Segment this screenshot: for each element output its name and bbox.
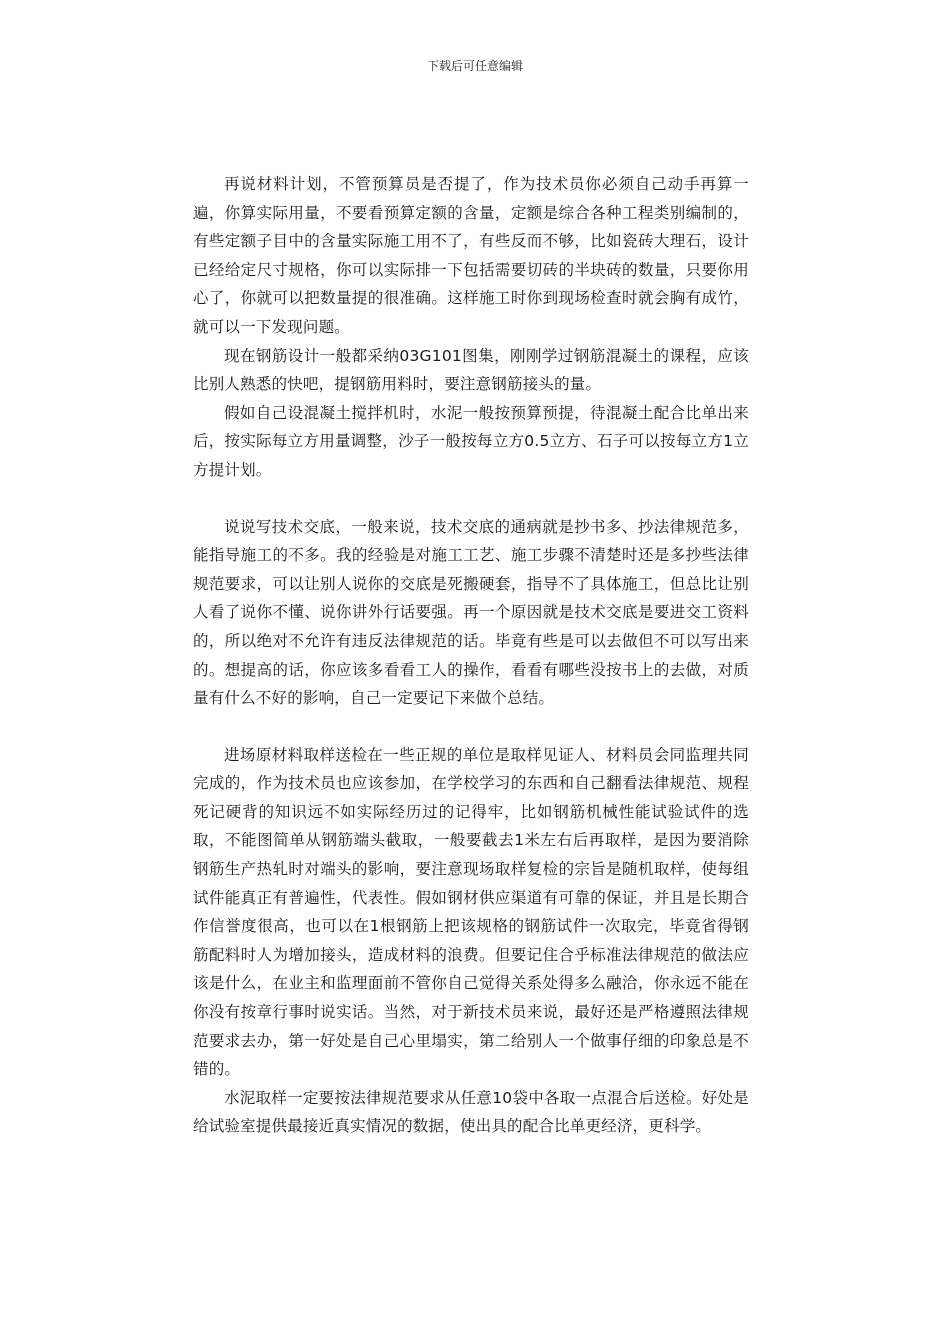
document-body xyxy=(193,170,749,1141)
page-header-note: 下载后可任意编辑 xyxy=(426,59,523,73)
paragraph-technical-briefing: 说说写技术交底，一般来说，技术交底的通病就是抄书多、抄法律规范多，能指导施工的不多。我的经验是对施工工艺、施工步骤不清楚时还是多抄些法律规范要求，可以让别人说你的交底是死搬硬套，指导不了具体施工，但总比让别人看了说你不懂、说你讲外行话要强。再一个原因就是技术交底是要进交工资料的，所以绝对不允许有违反法律规范的话。毕竟有些是可以去做但不可以写出来的。想提高的话，你应该多看看工人的操作，看看有哪些没按书上的去做，对质量有什么不好的影响，自己一定要记下来做个总结。 xyxy=(193,517,749,708)
paragraph-gap xyxy=(193,713,749,741)
paragraph-material-plan: 再说材料计划，不管预算员是否提了，作为技术员你必须自己动手再算一遍，你算实际用量，不要看预算定额的含量，定额是综合各种工程类别编制的，有些定额子目中的含量实际施工用不了，有些反而不够，比如瓷砖大理石，设计已经给定尺寸规格，你可以实际排一下包括需要切砖的半块砖的数量，只要你用心了，你就可以把数量提的很准确。这样施工时你到现场检查时就会胸有成竹，就可以一下发现问题。 xyxy=(193,175,749,336)
paragraph-cement-sampling: 水泥取样一定要按法律规范要求从任意10袋中各取一点混合后送检。好处是给试验室提供最接近真实情况的数据，使出具的配合比单更经济，更科学。 xyxy=(193,1088,749,1136)
paragraph-material-sampling: 进场原材料取样送检在一些正规的单位是取样见证人、材料员会同监理共同完成的，作为技术员也应该参加，在学校学习的东西和自己翻看法律规范、规程死记硬背的知识远不如实际经历过的记得牢，比如钢筋机械性能试验试件的选取，不能图简单从钢筋端头截取，一般要截去1米左右后再取样，是因为要消除钢筋生产热轧时对端头的影响，要注意现场取样复检的宗旨是随机取样，使每组试件能真正有普遍性，代表性。假如钢材供应渠道有可靠的保证，并且是长期合作信誉度很高，也可以在1根钢筋上把该规格的钢筋试件一次取完，毕竟省得钢筋配料时人为增加接头，造成材料的浪费。但要记住合乎标准法律规范的做法应该是什么，在业主和监理面前不管你自己觉得关系处得多么融洽，你永远不能在你没有按章行事时说实话。当然，对于新技术员来说，最好还是严格遵照法律规范要求去办，第一好处是自己心里塌实，第二给别人一个做事仔细的印象总是不错的。 xyxy=(193,745,749,1079)
paragraph-gap xyxy=(193,485,749,513)
paragraph-concrete-mixer: 假如自己设混凝土搅拌机时，水泥一般按预算预提，待混凝土配合比单出来后，按实际每立方用量调整，沙子一般按每立方0.5立方、石子可以按每立方1立方提计划。 xyxy=(193,403,749,479)
paragraph-rebar-design: 现在钢筋设计一般都采纳03G101图集，刚刚学过钢筋混凝土的课程，应该比别人熟悉的快吧，提钢筋用料时，要注意钢筋接头的量。 xyxy=(193,346,749,394)
